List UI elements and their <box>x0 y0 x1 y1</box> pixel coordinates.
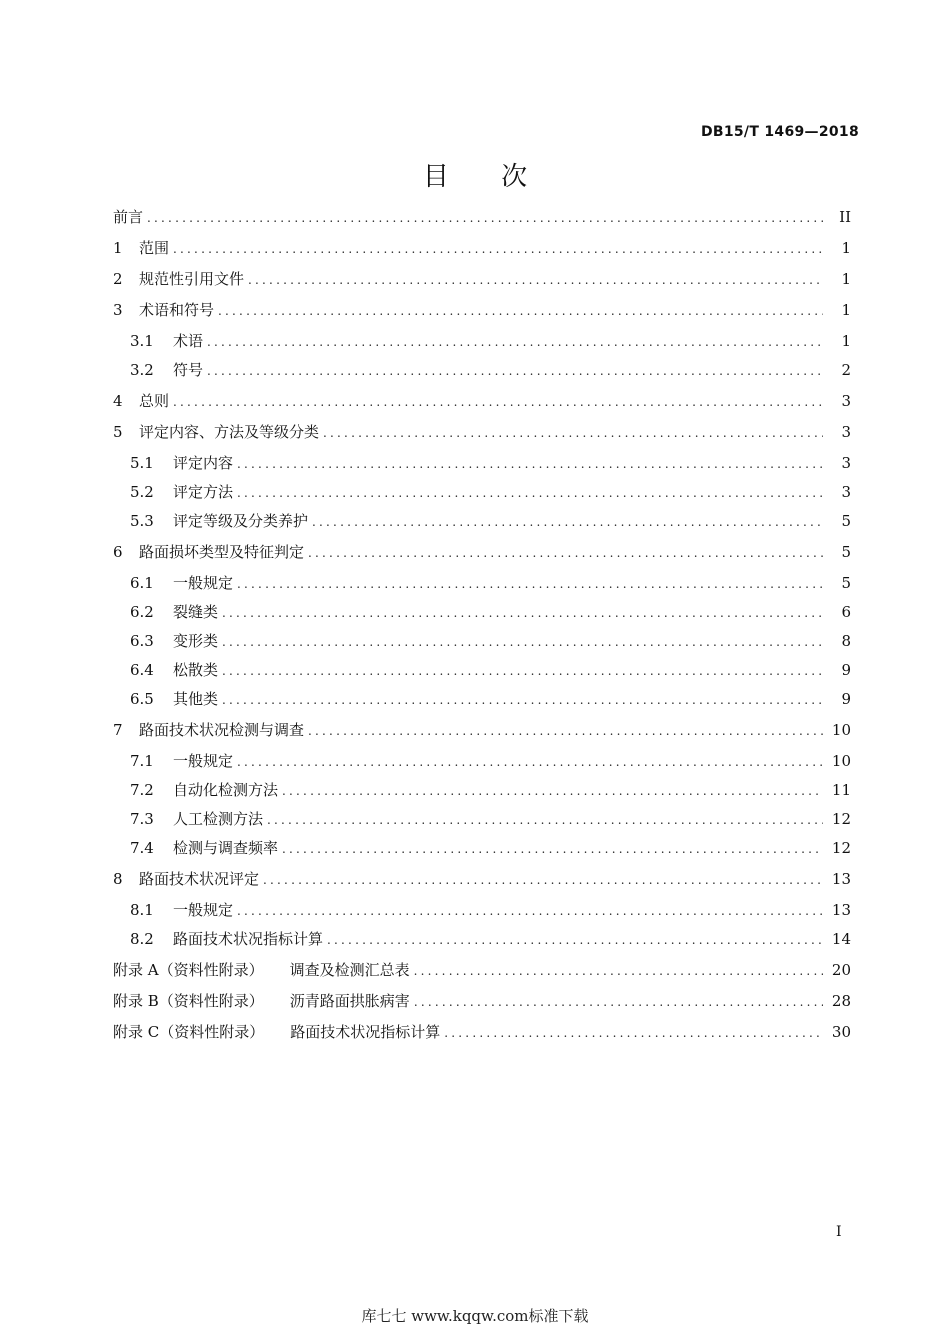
toc-appendix-entry[interactable] <box>113 990 851 1012</box>
toc-entry-label <box>130 779 278 801</box>
toc-entry-number: 6.5 <box>130 690 154 708</box>
toc-entry-label <box>130 359 203 381</box>
watermark-text: 库七七 www.kqqw.com标准下载 <box>361 1307 589 1325</box>
toc-entry-text: 路面技术状况指标计算 <box>173 930 324 948</box>
toc-entry-label <box>130 750 233 772</box>
toc-entry-page: 10 <box>831 752 851 770</box>
toc-entry[interactable] <box>130 330 851 352</box>
toc-entry[interactable] <box>113 541 851 563</box>
toc-appendix-label <box>113 959 410 981</box>
toc-entry[interactable] <box>130 510 851 532</box>
toc-entry-number: 6.3 <box>130 632 154 650</box>
toc-entry-number: 6 <box>113 543 123 561</box>
dot-leader <box>308 542 823 564</box>
toc-entry-label <box>113 541 304 563</box>
dot-leader <box>222 602 823 624</box>
dot-leader <box>308 720 823 742</box>
toc-entry-page: 6 <box>841 603 851 621</box>
toc-entry[interactable] <box>130 899 851 921</box>
toc-entry-number: 6.1 <box>130 574 154 592</box>
dot-leader <box>237 573 823 595</box>
toc-entry-text: 检测与调查频率 <box>173 839 279 857</box>
dot-leader <box>207 331 823 353</box>
toc-entry[interactable] <box>130 630 851 652</box>
toc-entry-text: 评定内容、方法及等级分类 <box>139 423 320 441</box>
toc-entry-text: 符号 <box>173 361 204 379</box>
toc-entry-text: 评定方法 <box>173 483 234 501</box>
toc-entry[interactable] <box>113 421 851 443</box>
toc-entry-label <box>130 928 323 950</box>
toc-entry[interactable] <box>130 601 851 623</box>
toc-entry-label <box>113 268 244 290</box>
toc-appendix-page: 30 <box>831 1023 851 1041</box>
toc-entry-number: 7.2 <box>130 781 154 799</box>
dot-leader <box>414 960 823 982</box>
toc-entry-text: 松散类 <box>173 661 219 679</box>
toc-entry-page: 1 <box>841 239 851 257</box>
toc-entry-page: 1 <box>841 270 851 288</box>
toc-entry[interactable] <box>130 808 851 830</box>
dot-leader <box>173 391 823 413</box>
toc-entry[interactable] <box>113 719 851 741</box>
document-code: DB15/T 1469—2018 <box>700 124 859 140</box>
toc-entry[interactable] <box>130 481 851 503</box>
toc-entry-number: 7.3 <box>130 810 154 828</box>
toc-entry-text: 路面技术状况评定 <box>139 870 260 888</box>
toc-entry-text: 一般规定 <box>173 574 234 592</box>
dot-leader <box>218 300 823 322</box>
dot-leader <box>263 869 823 891</box>
toc-entry-number: 1 <box>113 239 123 257</box>
toc-entry-number: 8.2 <box>130 930 154 948</box>
toc-entry-text: 评定等级及分类养护 <box>173 512 309 530</box>
toc-entry-text: 一般规定 <box>173 901 234 919</box>
toc-entry-page: 5 <box>841 512 851 530</box>
toc-entry-page: 3 <box>841 392 851 410</box>
toc-entry-number: 6.2 <box>130 603 154 621</box>
toc-entry-number: 3 <box>113 301 123 319</box>
dot-leader <box>237 482 823 504</box>
toc-title: 目 次 <box>422 162 550 192</box>
toc-entry-number: 7.1 <box>130 752 154 770</box>
dot-leader <box>248 269 823 291</box>
toc-entry-number: 3.2 <box>130 361 154 379</box>
toc-entry-label <box>113 421 319 443</box>
toc-entry-label <box>130 572 233 594</box>
toc-entry-number: 5.2 <box>130 483 154 501</box>
dot-leader <box>267 809 823 831</box>
dot-leader <box>147 207 823 229</box>
dot-leader <box>444 1022 823 1044</box>
toc-entry-text: 路面技术状况检测与调查 <box>139 721 305 739</box>
toc-entry-page: 12 <box>831 839 851 857</box>
toc-entry-label <box>113 390 169 412</box>
toc-entry[interactable] <box>130 837 851 859</box>
toc-entry[interactable] <box>130 452 851 474</box>
toc-entry-label <box>113 719 304 741</box>
toc-appendix-prefix: 附录 B（资料性附录） <box>113 992 264 1010</box>
toc-entry-label <box>130 837 278 859</box>
toc-appendix-title: 路面技术状况指标计算 <box>290 1023 441 1041</box>
toc-entry-text: 范围 <box>139 239 170 257</box>
toc-appendix-label <box>113 990 410 1012</box>
toc-entry-number: 3.1 <box>130 332 154 350</box>
toc-entry-number: 7.4 <box>130 839 154 857</box>
toc-entry-text: 评定内容 <box>173 454 234 472</box>
toc-entry-page: II <box>839 208 851 226</box>
toc-entry-text: 前言 <box>113 208 144 226</box>
toc-entry[interactable] <box>130 750 851 772</box>
toc-entry-page: 5 <box>841 543 851 561</box>
toc-entry-page: 1 <box>841 301 851 319</box>
toc-list <box>113 0 851 1344</box>
toc-entry-text: 规范性引用文件 <box>139 270 245 288</box>
toc-entry-number: 5.1 <box>130 454 154 472</box>
dot-leader <box>237 751 823 773</box>
toc-entry-number: 8.1 <box>130 901 154 919</box>
toc-appendix-page: 20 <box>831 961 851 979</box>
toc-appendix-page: 28 <box>831 992 851 1010</box>
toc-entry-label <box>113 868 259 890</box>
toc-entry-text: 自动化检测方法 <box>173 781 279 799</box>
toc-entry-number: 2 <box>113 270 123 288</box>
toc-entry[interactable] <box>113 868 851 890</box>
toc-entry-page: 9 <box>841 661 851 679</box>
toc-appendix-entry[interactable] <box>113 959 851 981</box>
toc-entry-page: 8 <box>841 632 851 650</box>
toc-entry-page: 3 <box>841 483 851 501</box>
dot-leader <box>327 929 823 951</box>
toc-entry-label <box>130 452 233 474</box>
dot-leader <box>222 660 823 682</box>
toc-appendix-title: 沥青路面拱胀病害 <box>289 992 410 1010</box>
toc-entry[interactable] <box>113 206 851 228</box>
toc-entry[interactable] <box>130 688 851 710</box>
toc-entry-page: 1 <box>841 332 851 350</box>
dot-leader <box>173 238 823 260</box>
toc-entry-label <box>113 206 143 228</box>
dot-leader <box>222 631 823 653</box>
toc-entry-text: 裂缝类 <box>173 603 219 621</box>
toc-entry[interactable] <box>130 359 851 381</box>
toc-appendix-title: 调查及检测汇总表 <box>289 961 410 979</box>
toc-entry-page: 3 <box>841 454 851 472</box>
toc-entry-number: 5.3 <box>130 512 154 530</box>
toc-entry[interactable] <box>130 928 851 950</box>
toc-entry-page: 13 <box>831 901 851 919</box>
toc-entry[interactable] <box>113 299 851 321</box>
toc-entry-text: 其他类 <box>173 690 219 708</box>
toc-entry-label <box>130 510 308 532</box>
toc-appendix-prefix: 附录 A（资料性附录） <box>113 961 264 979</box>
toc-entry-label <box>130 630 218 652</box>
toc-entry-text: 一般规定 <box>173 752 234 770</box>
toc-entry[interactable] <box>130 572 851 594</box>
toc-entry-number: 7 <box>113 721 123 739</box>
toc-entry-label <box>130 688 218 710</box>
dot-leader <box>222 689 823 711</box>
toc-entry-text: 人工检测方法 <box>173 810 264 828</box>
toc-entry-label <box>130 808 263 830</box>
toc-entry-page: 12 <box>831 810 851 828</box>
toc-appendix-prefix: 附录 C（资料性附录） <box>113 1023 265 1041</box>
toc-appendix-label <box>113 1021 440 1043</box>
toc-entry-text: 总则 <box>139 392 170 410</box>
toc-entry-text: 术语和符号 <box>139 301 215 319</box>
toc-entry-page: 3 <box>841 423 851 441</box>
toc-entry[interactable] <box>130 659 851 681</box>
toc-entry[interactable] <box>130 779 851 801</box>
toc-entry-number: 8 <box>113 870 123 888</box>
page-number: I <box>836 1224 842 1240</box>
toc-entry-number: 5 <box>113 423 123 441</box>
dot-leader <box>414 991 823 1013</box>
toc-entry[interactable] <box>113 268 851 290</box>
toc-entry-text: 路面损坏类型及特征判定 <box>139 543 305 561</box>
toc-entry-page: 10 <box>831 721 851 739</box>
toc-appendix-entry[interactable] <box>113 1021 851 1043</box>
toc-entry-label <box>130 659 218 681</box>
toc-entry-label <box>113 237 169 259</box>
toc-entry-number: 6.4 <box>130 661 154 679</box>
toc-entry-page: 2 <box>841 361 851 379</box>
toc-entry[interactable] <box>113 390 851 412</box>
dot-leader <box>323 422 823 444</box>
toc-entry-page: 5 <box>841 574 851 592</box>
toc-entry-label <box>130 899 233 921</box>
toc-entry-number: 4 <box>113 392 123 410</box>
dot-leader <box>312 511 823 533</box>
toc-entry-text: 术语 <box>173 332 204 350</box>
dot-leader <box>282 780 823 802</box>
dot-leader <box>237 453 823 475</box>
toc-entry-page: 13 <box>831 870 851 888</box>
dot-leader <box>237 900 823 922</box>
dot-leader <box>282 838 823 860</box>
toc-entry-page: 9 <box>841 690 851 708</box>
toc-entry-text: 变形类 <box>173 632 219 650</box>
toc-entry-label <box>130 481 233 503</box>
toc-entry-page: 11 <box>831 781 851 799</box>
toc-entry-label <box>113 299 214 321</box>
toc-entry-page: 14 <box>831 930 851 948</box>
dot-leader <box>207 360 823 382</box>
toc-entry-label <box>130 330 203 352</box>
toc-entry[interactable] <box>113 237 851 259</box>
toc-entry-label <box>130 601 218 623</box>
